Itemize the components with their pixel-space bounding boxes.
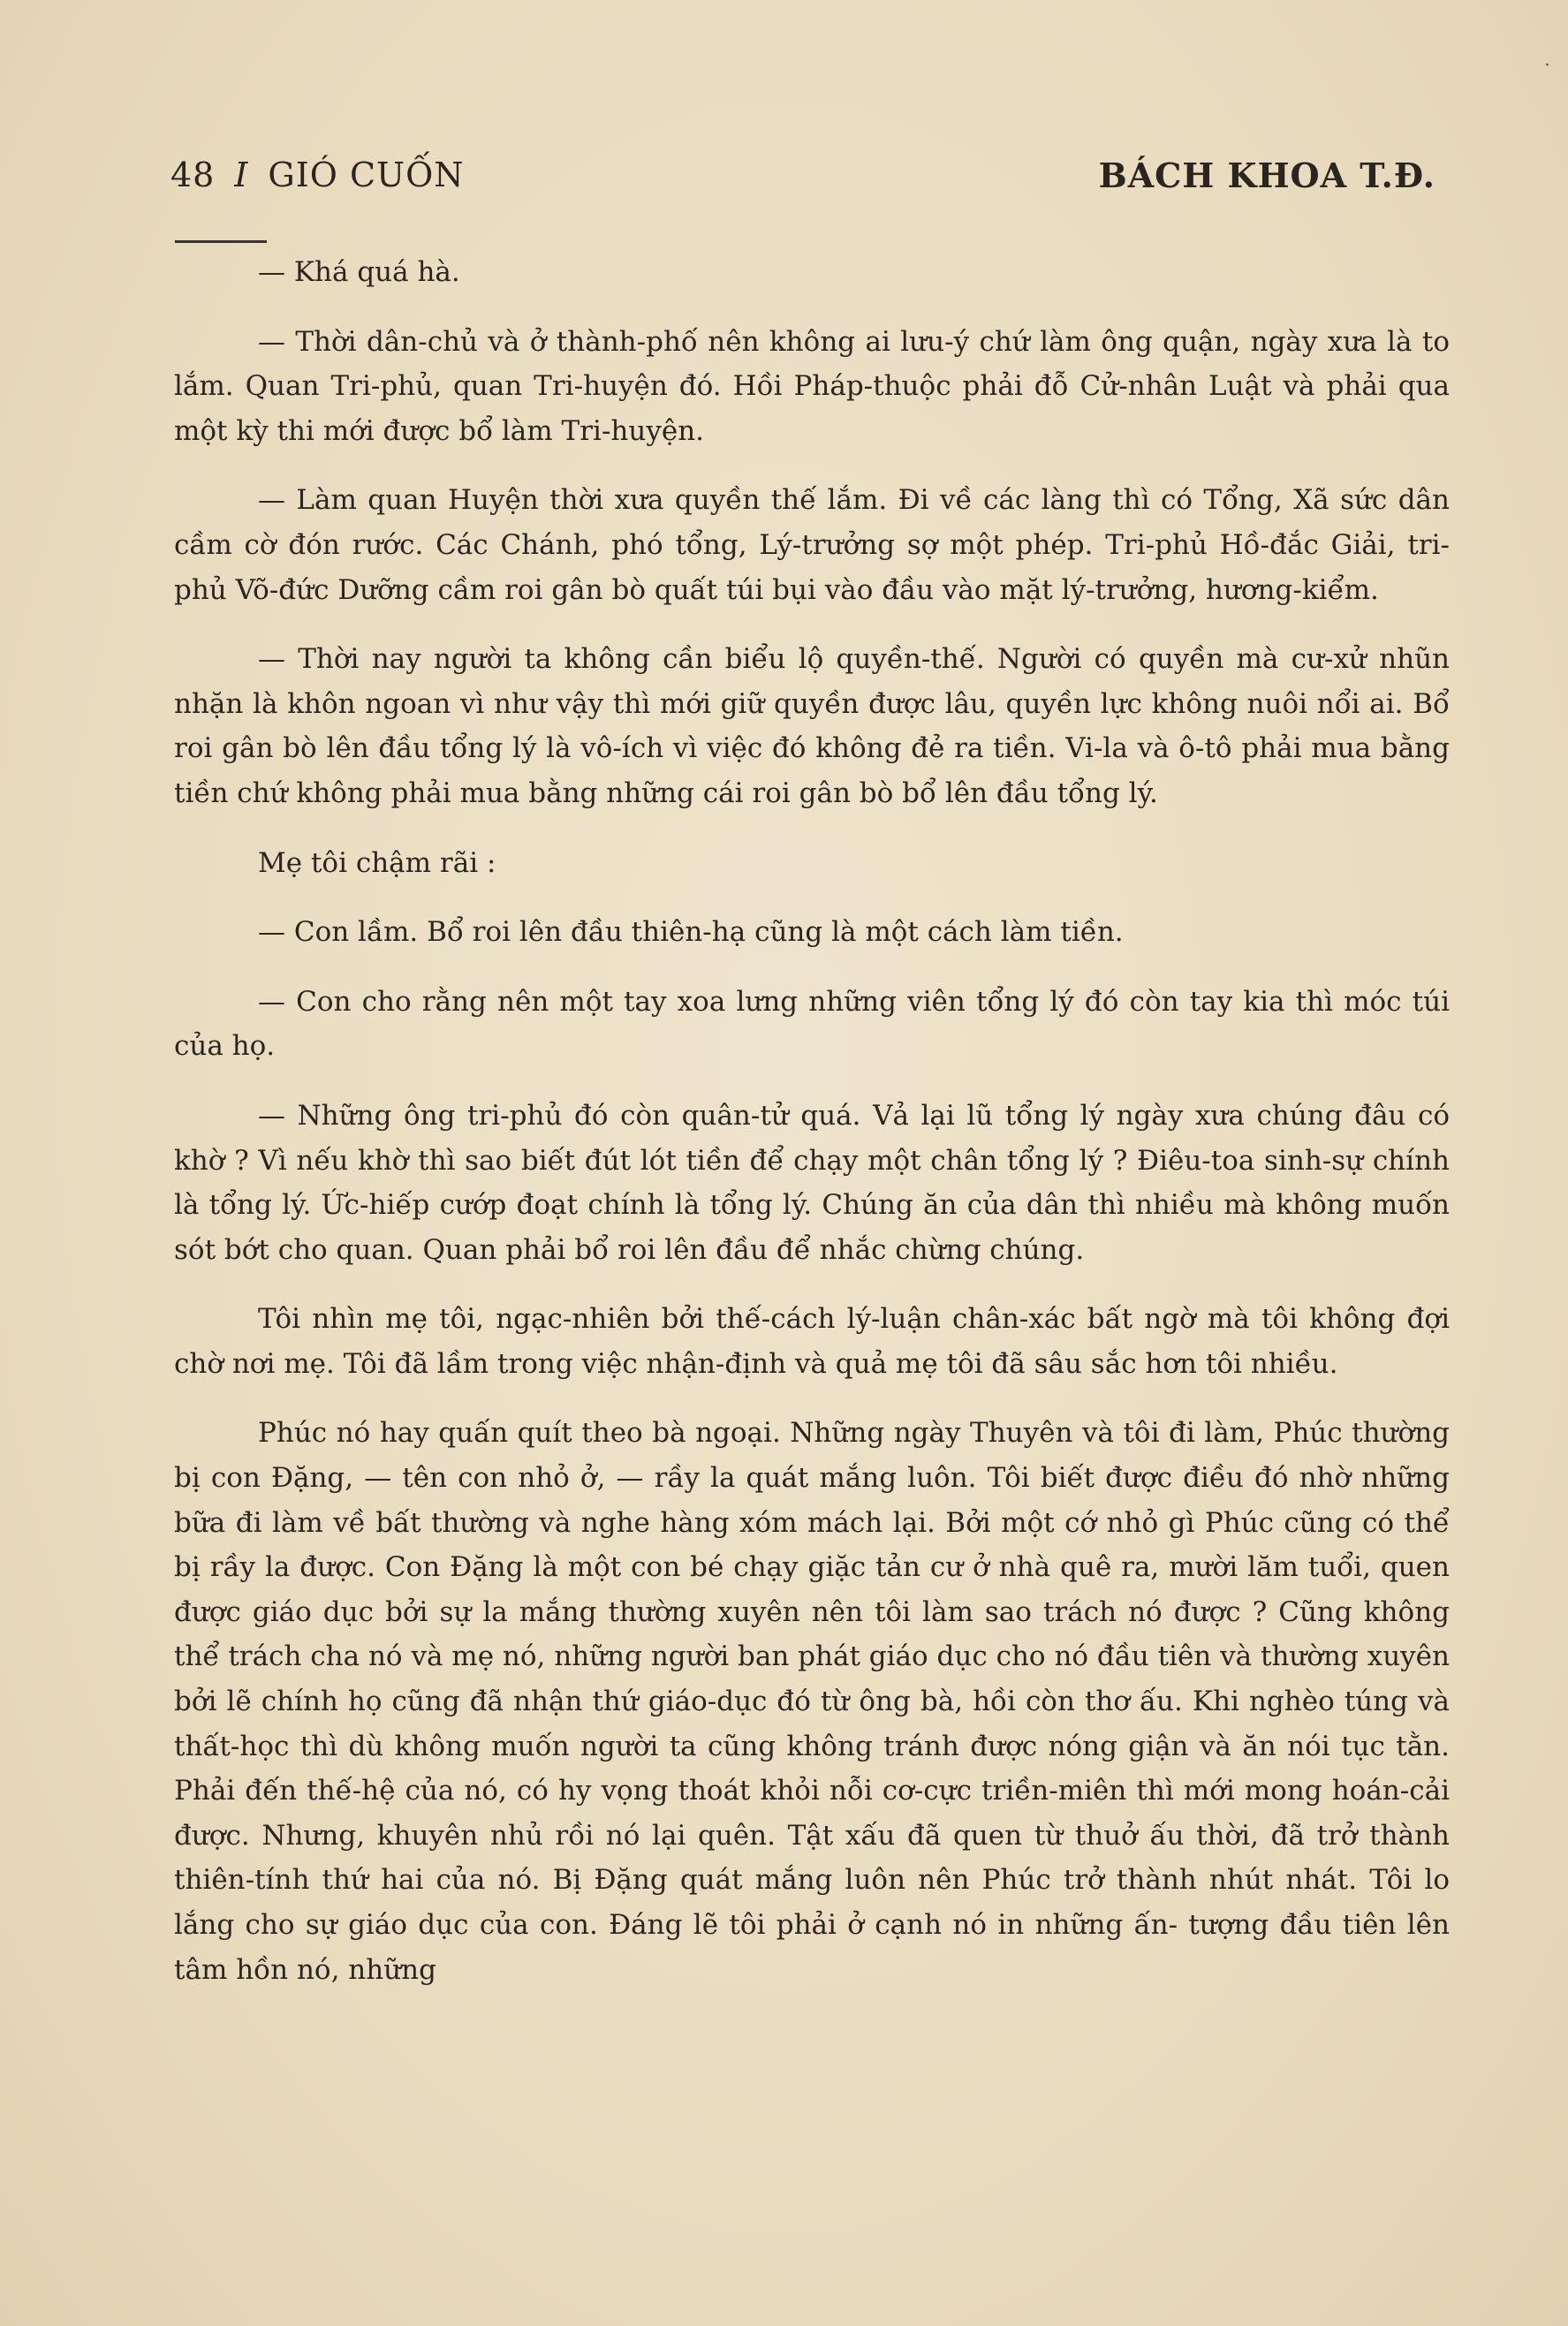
paragraph-8: — Những ông tri-phủ đó còn quân-tử quá. Vả lại lũ tổng lý ngày xưa chúng đâu có khờ ? Vì nếu khờ thì sao biết đút lót tiền để chạy một chân tổng lý ? Điêu-toa sinh-sự chính là tổng lý. Ức-hiếp cướp đoạt chính là tổng lý. Chúng ăn của dân thì nhiều mà không muốn sót bớt cho quan. Quan phải bổ roi lên đầu để nhắc chừng chúng. xyxy=(174,1099,1450,1266)
paragraph-10: Phúc nó hay quấn quít theo bà ngoại. Những ngày Thuyên và tôi đi làm, Phúc thường bị con Đặng, — tên con nhỏ ở, — rầy la quát mắng luôn. Tôi biết được điều đó nhờ những bữa đi làm về bất thường và nghe hàng xóm mách lại. Bởi một cớ nhỏ gì Phúc cũng có thể bị rầy la được. Con Đặng là một con bé chạy giặc tản cư ở nhà quê ra, mười lăm tuổi, quen được giáo dục bởi sự la mắng thường xuyên nên tôi làm sao trách nó được ? Cũng không thể trách cha nó và mẹ nó, những người ban phát giáo dục cho nó đầu tiên và thường xuyên bởi lẽ chính họ cũng đã nhận thứ giáo-dục đó từ ông bà, hồi còn thơ ấu. Khi nghèo túng và thất-học thì dù không muốn người ta cũng không tránh được nóng giận và ăn nói tục tằn. Phải đến thế-hệ của nó, có hy vọng thoát khỏi nỗi cơ-cực triền-miên thì mới mong hoán-cải được. Nhưng, khuyên nhủ rồi nó lại quên. Tật xấu đã quen từ thuở ấu thời, đã trở thành thiên-tính thứ hai của nó. Bị Đặng quát mắng luôn nên Phúc trở thành nhút nhát. Tôi lo lắng cho sự giáo dục của con. Đáng lẽ tôi phải ở cạnh nó in những ấn- tượng đầu tiên lên tâm hồn nó, những xyxy=(174,1417,1450,1986)
paragraph-5: Mẹ tôi chậm rãi : xyxy=(258,846,496,879)
paragraph-1: — Khá quá hà. xyxy=(258,256,460,288)
header-separator: I xyxy=(234,155,249,194)
publication-title: BÁCH KHOA T.Đ. xyxy=(1098,155,1435,195)
page-header xyxy=(170,155,1435,208)
paragraph-6: — Con lầm. Bổ roi lên đầu thiên-hạ cũng là một cách làm tiền. xyxy=(258,916,1124,949)
article-body xyxy=(174,250,1450,2017)
header-rule xyxy=(175,240,267,243)
paragraph-4: — Thời nay người ta không cần biểu lộ quyền-thế. Người có quyền mà cư-xử nhũn nhặn là khôn ngoan vì như vậy thì mới giữ quyền được lâu, quyền lực không nuôi nổi ai. Bổ roi gân bò lên đầu tổng lý là vô-ích vì việc đó không đẻ ra tiền. Vi-la và ô-tô phải mua bằng tiền chứ không phải mua bằng những cái roi gân bò bổ lên đầu tổng lý. xyxy=(174,643,1450,809)
running-title: GIÓ CUỐN xyxy=(268,155,465,194)
header-left xyxy=(170,155,464,194)
page-number: 48 xyxy=(170,155,216,194)
paragraph-7: — Con cho rằng nên một tay xoa lưng những viên tổng lý đó còn tay kia thì móc túi của họ. xyxy=(174,985,1450,1063)
paragraph-3: — Làm quan Huyện thời xưa quyền thế lắm. Đi về các làng thì có Tổng, Xã sức dân cầm cờ đón rước. Các Chánh, phó tổng, Lý-trưởng sợ một phép. Tri-phủ Hồ-đắc Giải, tri-phủ Võ-đức Dưỡng cầm roi gân bò quất túi bụi vào đầu vào mặt lý-trưởng, hương-kiểm. xyxy=(174,484,1450,606)
paragraph-9: Tôi nhìn mẹ tôi, ngạc-nhiên bởi thế-cách lý-luận chân-xác bất ngờ mà tôi không đợi chờ nơi mẹ. Tôi đã lầm trong việc nhận-định và quả mẹ tôi đã sâu sắc hơn tôi nhiều. xyxy=(174,1303,1450,1380)
paragraph-2: — Thời dân-chủ và ở thành-phố nên không ai lưu-ý chứ làm ông quận, ngày xưa là to lắm. Quan Tri-phủ, quan Tri-huyện đó. Hồi Pháp-thuộc phải đỗ Cử-nhân Luật và phải qua một kỳ thi mới được bổ làm Tri-huyện. xyxy=(174,325,1450,447)
edge-speck-mark: · xyxy=(1544,55,1550,77)
